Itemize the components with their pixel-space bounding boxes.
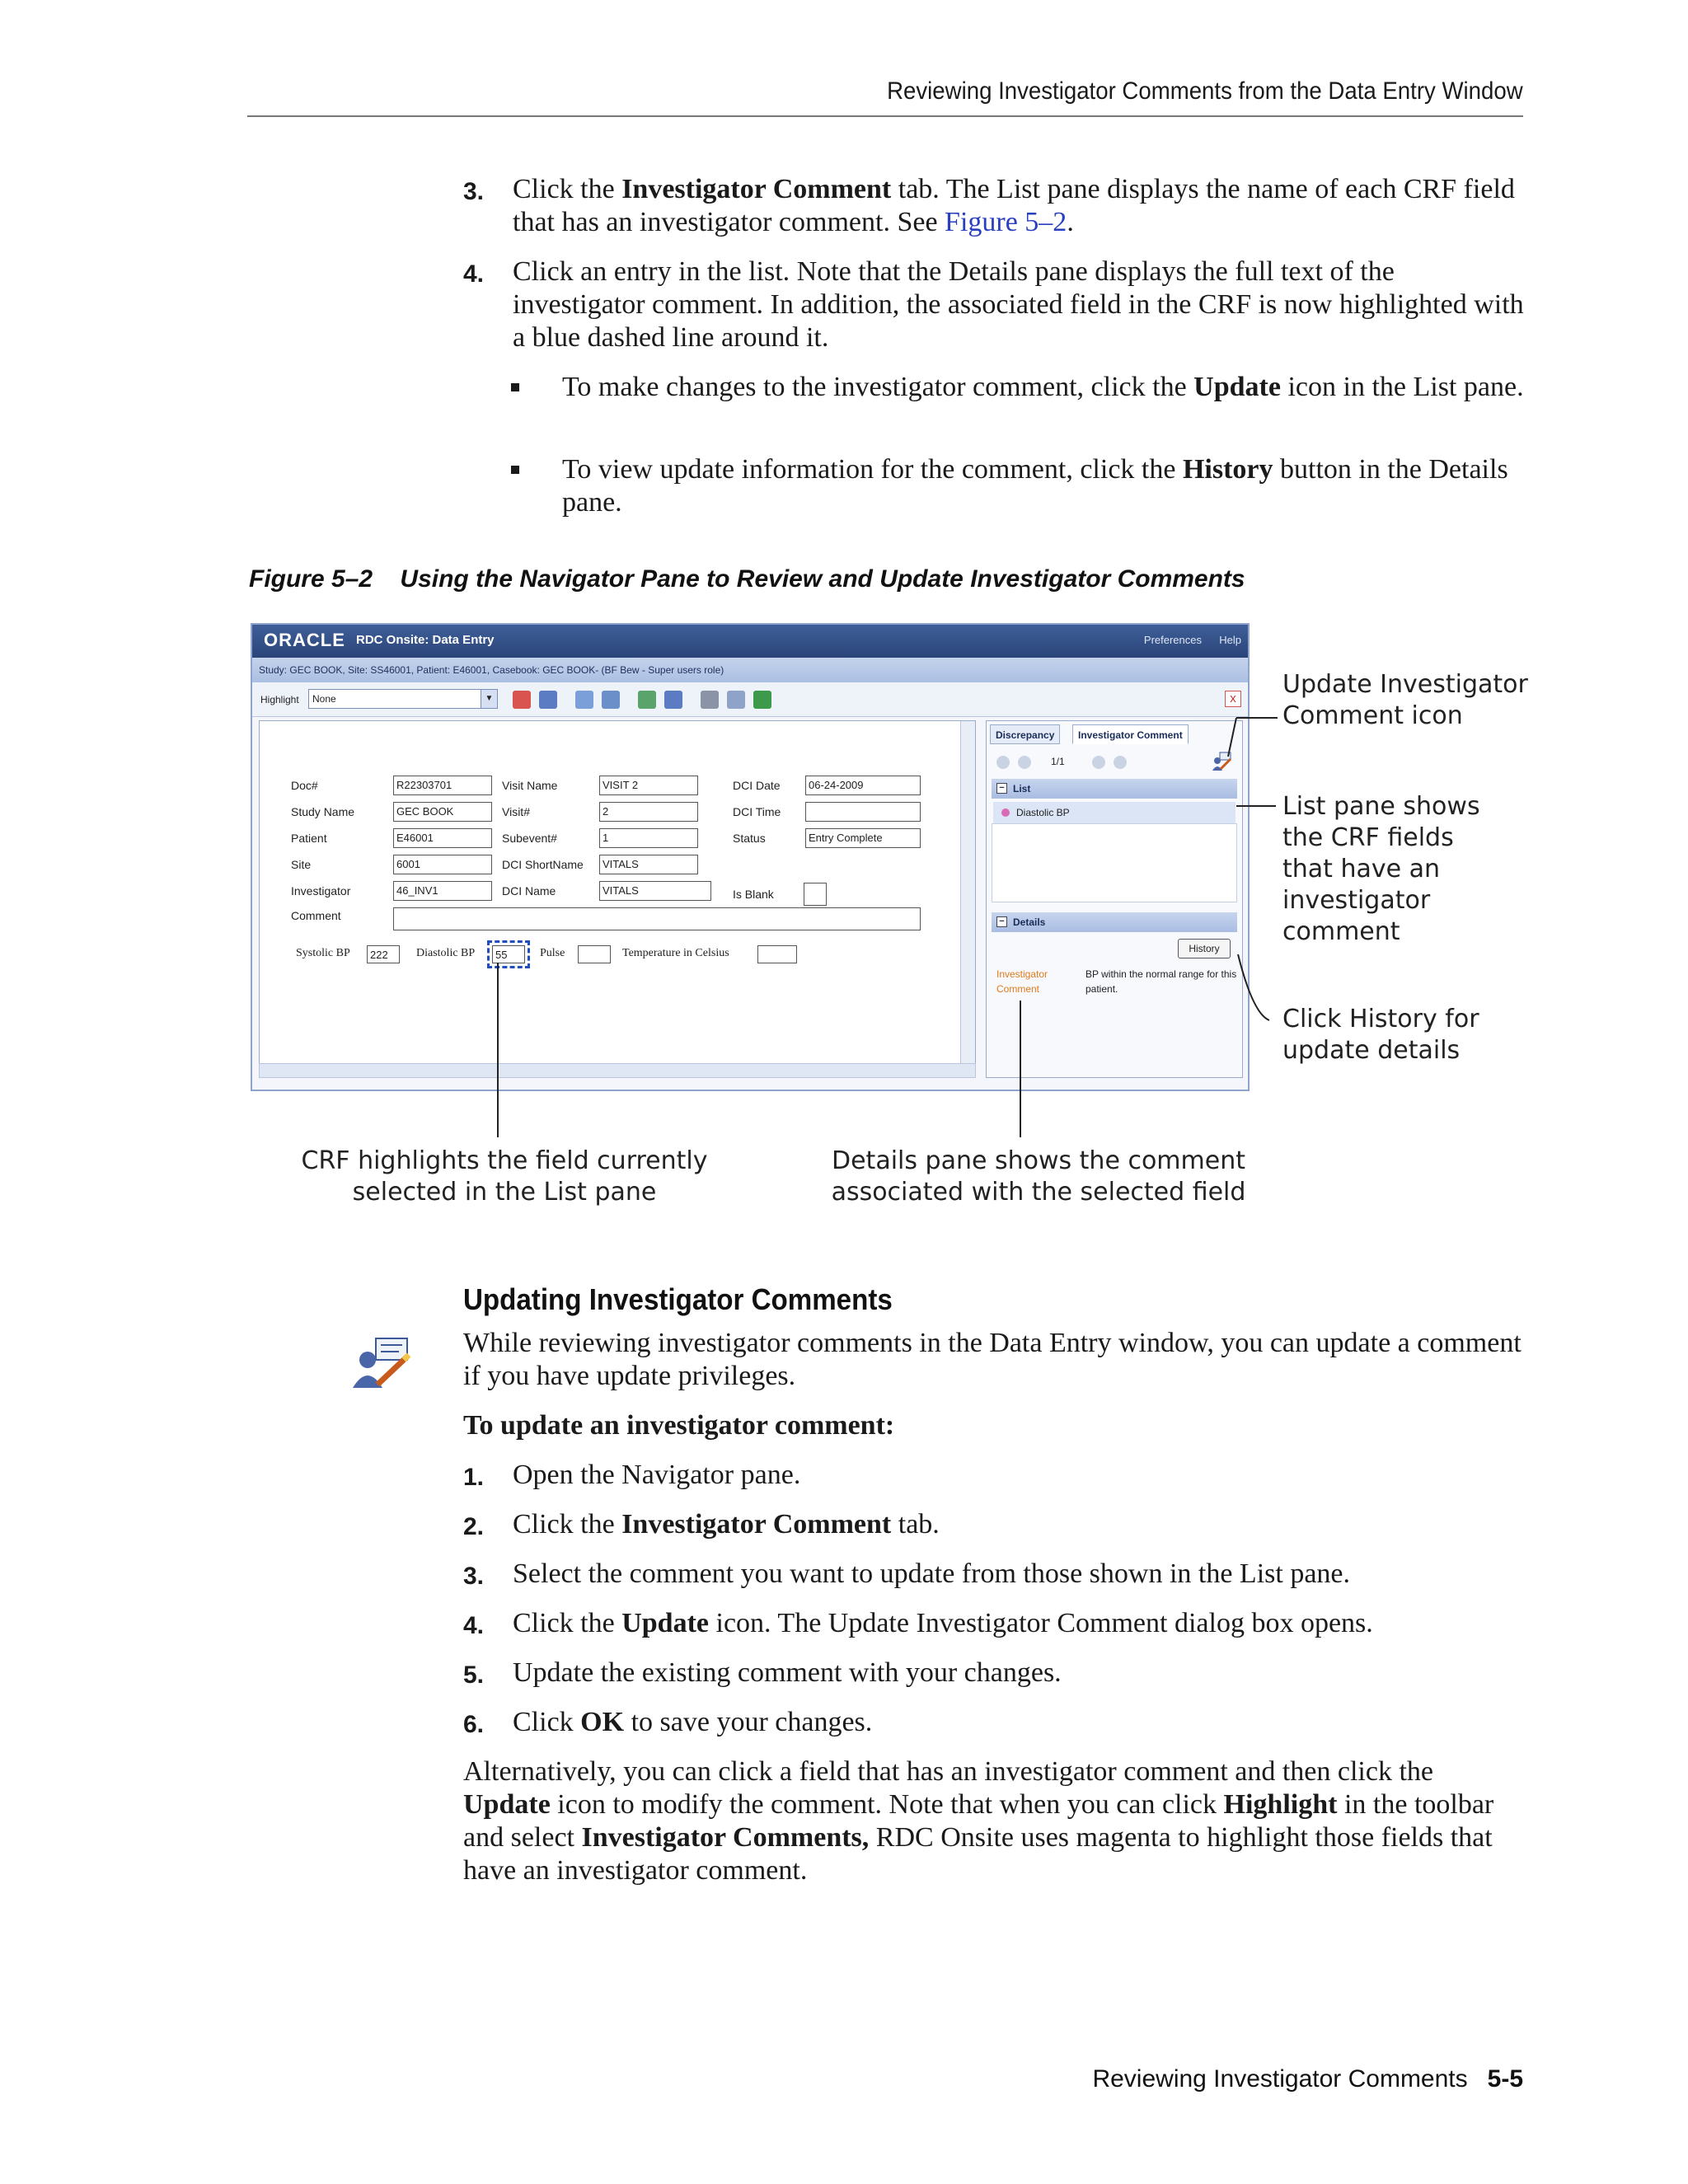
- subevent-label: Subevent#: [502, 832, 557, 845]
- visit-name-label: Visit Name: [502, 779, 558, 792]
- dci-shortname-label: DCI ShortName: [502, 858, 584, 871]
- details-section-header[interactable]: − Details: [992, 912, 1237, 932]
- tab-discrepancy[interactable]: Discrepancy: [990, 724, 1060, 744]
- oracle-logo: ORACLE: [264, 630, 345, 650]
- site-label: Site: [291, 858, 312, 871]
- crf-horizontal-scrollbar[interactable]: [259, 1063, 976, 1078]
- preferences-link[interactable]: Preferences: [1143, 634, 1202, 646]
- callout-details-pane: Details pane shows the comment associated with the selected field: [831, 1146, 1246, 1207]
- study-name-label: Study Name: [291, 805, 355, 818]
- temperature-label: Temperature in Celsius: [622, 947, 729, 959]
- dci-date-field[interactable]: 06-24-2009: [805, 776, 921, 795]
- subevent-field[interactable]: 1: [599, 828, 698, 848]
- detail-label: Investigator Comment: [996, 968, 1048, 995]
- running-footer: [1092, 2065, 1523, 2093]
- update-step-2: 2. Click the Investigator Comment tab.: [463, 1508, 1526, 1541]
- visit-name-field[interactable]: VISIT 2: [599, 776, 698, 795]
- last-page-icon[interactable]: [1114, 756, 1127, 769]
- section-intro: While reviewing investigator comments in the Data Entry window, you can update a comment if you have update privileges.: [463, 1328, 1522, 1391]
- figure-caption: Figure 5–2 Using the Navigator Pane to Review and Update Investigator Comments: [249, 565, 1245, 593]
- step-number: 6.: [463, 1711, 485, 1738]
- comment-label: Comment: [291, 909, 341, 922]
- update-step-4: 4. Click the Update icon. The Update Investigator Comment dialog box opens.: [463, 1607, 1526, 1640]
- closing-paragraph: Alternatively, you can click a field that has an investigator comment and then click the Update icon to modify the comment. Note that when you can click Highlight in the toolbar and select Investigator Comments, RDC Onsite uses magenta to highlight those fields that have an investigator comment.: [463, 1756, 1494, 1886]
- comment-marker-icon: [1001, 808, 1010, 817]
- dci-name-label: DCI Name: [502, 884, 556, 898]
- dci-shortname-field[interactable]: VITALS: [599, 855, 698, 874]
- is-blank-label: Is Blank: [733, 888, 774, 901]
- crf-vertical-scrollbar[interactable]: [960, 721, 975, 1066]
- study-name-field[interactable]: GEC BOOK: [393, 802, 492, 822]
- temperature-field[interactable]: [757, 945, 797, 963]
- callout-crf-highlight: CRF highlights the field currently selected in the List pane: [301, 1146, 708, 1207]
- app-titlebar: [252, 625, 1248, 658]
- save-icon[interactable]: [753, 691, 771, 709]
- help-link[interactable]: Help: [1219, 634, 1241, 646]
- add-icon[interactable]: [638, 691, 656, 709]
- tab-investigator-comment[interactable]: Investigator Comment: [1072, 724, 1189, 744]
- list-item[interactable]: Diastolic BP: [993, 802, 1236, 823]
- systolic-field[interactable]: 222: [367, 945, 400, 963]
- step-4: 4. Click an entry in the list. Note that the Details pane displays the full text of the investigator comment. In addition, the associated field in the CRF is now highlighted with a blue dashed line around it.: [463, 256, 1524, 353]
- page-number: 5-5: [1487, 2065, 1523, 2093]
- dci-time-label: DCI Time: [733, 805, 781, 818]
- highlight-select[interactable]: None ▼: [308, 689, 498, 709]
- step-number: 2.: [463, 1513, 485, 1540]
- patient-field[interactable]: E46001: [393, 828, 492, 848]
- close-icon[interactable]: x: [1225, 691, 1241, 707]
- next-page-icon[interactable]: [1092, 756, 1105, 769]
- figure-link[interactable]: Figure 5–2: [945, 207, 1067, 237]
- visit-number-field[interactable]: 2: [599, 802, 698, 822]
- bullet-item: To view update information for the comment, click the History button in the Details pane.: [511, 453, 1525, 519]
- step-number: 5.: [463, 1661, 485, 1689]
- doc-field[interactable]: R22303701: [393, 776, 492, 795]
- bullet-item: To make changes to the investigator comment, click the Update icon in the List pane.: [511, 371, 1525, 404]
- is-blank-checkbox[interactable]: [804, 883, 827, 906]
- form-icon[interactable]: [575, 691, 593, 709]
- crf-pane: [259, 720, 976, 1066]
- highlight-label: Highlight: [260, 694, 299, 705]
- history-button[interactable]: History: [1178, 939, 1231, 958]
- chevron-down-icon: ▼: [481, 690, 497, 708]
- previous-page-icon[interactable]: [1018, 756, 1031, 769]
- callout-history: Click History for update details: [1282, 1005, 1479, 1065]
- dci-date-label: DCI Date: [733, 779, 781, 792]
- step-3: 3. Click the Investigator Comment tab. The List pane displays the name of each CRF field that has an investigator comment. See Figure 5–2.: [463, 174, 1515, 237]
- context-text: Study: GEC BOOK, Site: SS46001, Patient: E46001, Casebook: GEC BOOK- (BF Bew - Super users role): [259, 664, 724, 676]
- detail-value: BP within the normal range for this patient.: [1085, 968, 1237, 995]
- status-field[interactable]: Entry Complete: [805, 828, 921, 848]
- running-header-title: Reviewing Investigator Comments from the Data Entry Window: [887, 77, 1523, 105]
- selected-field-highlight: [487, 940, 530, 968]
- bullet-marker: [511, 466, 519, 474]
- update-step-5: 5. Update the existing comment with your changes.: [463, 1657, 1526, 1690]
- bullet-marker: [511, 383, 519, 391]
- section-heading: Updating Investigator Comments: [463, 1282, 893, 1316]
- figure-screenshot: [251, 623, 1250, 1091]
- investigator-field[interactable]: 46_INV1: [393, 881, 492, 901]
- running-header: [247, 76, 1523, 117]
- list-area: [992, 823, 1237, 902]
- trash-icon[interactable]: [701, 691, 719, 709]
- callout-list-pane: List pane shows the CRF fields that have an investigator comment: [1282, 792, 1480, 946]
- toolbar: [252, 682, 1248, 717]
- list-section-header[interactable]: − List: [992, 779, 1237, 799]
- visit-number-label: Visit#: [502, 805, 530, 818]
- update-step-6: 6. Click OK to save your changes.: [463, 1706, 1526, 1739]
- investigator-label: Investigator: [291, 884, 351, 898]
- navigator-pane: [986, 720, 1243, 1078]
- print-icon[interactable]: [727, 691, 745, 709]
- update-comment-icon: [349, 1335, 412, 1390]
- step-number: 4.: [463, 260, 485, 288]
- first-page-icon[interactable]: [996, 756, 1010, 769]
- step-number: 4.: [463, 1612, 485, 1639]
- doc-label: Doc#: [291, 779, 318, 792]
- step-number: 3.: [463, 1563, 485, 1590]
- update-icon[interactable]: [1211, 751, 1232, 772]
- diastolic-field[interactable]: 55: [492, 945, 525, 963]
- diastolic-label: Diastolic BP: [416, 947, 476, 959]
- patient-label: Patient: [291, 832, 327, 845]
- step-number: 1.: [463, 1464, 485, 1491]
- app-title: RDC Onsite: Data Entry: [356, 633, 495, 647]
- flag-icon[interactable]: [664, 691, 682, 709]
- dci-time-field[interactable]: [805, 802, 921, 822]
- site-field[interactable]: 6001: [393, 855, 492, 874]
- step-number: 3.: [463, 178, 485, 205]
- context-bar: [252, 658, 1248, 682]
- grid-icon[interactable]: [539, 691, 557, 709]
- procedure-title: To update an investigator comment:: [463, 1410, 895, 1441]
- table-icon[interactable]: [602, 691, 620, 709]
- systolic-label: Systolic BP: [296, 947, 350, 959]
- pulse-label: Pulse: [540, 947, 565, 959]
- pulse-field[interactable]: [578, 945, 611, 963]
- collapse-icon[interactable]: −: [996, 783, 1007, 794]
- comment-field[interactable]: [393, 907, 921, 930]
- collapse-icon[interactable]: −: [996, 916, 1007, 927]
- status-label: Status: [733, 832, 766, 845]
- calendar-icon[interactable]: [513, 691, 531, 709]
- callout-update-icon: Update Investigator Comment icon: [1282, 670, 1528, 730]
- footer-title: Reviewing Investigator Comments: [1092, 2065, 1468, 2093]
- page-count: 1/1: [1051, 756, 1065, 767]
- update-step-1: 1. Open the Navigator pane.: [463, 1459, 1526, 1492]
- update-step-3: 3. Select the comment you want to update from those shown in the List pane.: [463, 1558, 1526, 1591]
- dci-name-field[interactable]: VITALS: [599, 881, 711, 901]
